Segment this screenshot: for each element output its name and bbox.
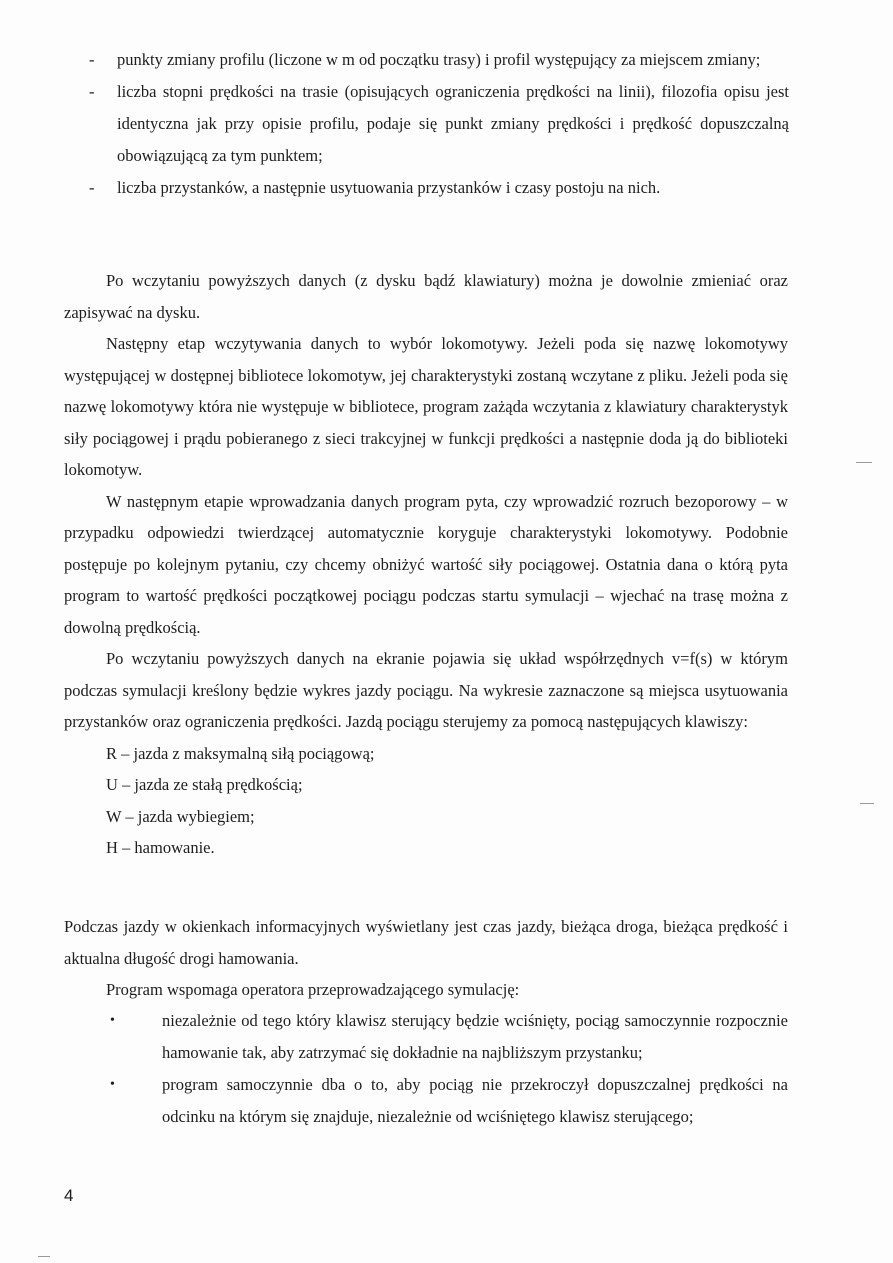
list-item <box>89 44 789 76</box>
dash-list <box>89 44 789 204</box>
page-number: 4 <box>64 1186 74 1205</box>
body-section-driving <box>64 911 788 1006</box>
list-item-text: liczba stopni prędkości na trasie (opisujących ograniczenia prędkości na linii), filozofia opisu jest identyczna jak przy opisie profilu, podaje się punkt zmiany prędkości i prędkość dopuszczalną obowiązującą za tym punktem; <box>117 82 789 165</box>
dash-marker: - <box>89 50 95 69</box>
control-key-item: W – jazda wybiegiem; <box>106 806 255 826</box>
paragraph-start-options: W następnym etapie wprowadzania danych program pyta, czy wprowadzić rozruch bezoporowy – w przypadku odpowiedzi twierdzącej automatycznie koryguje charakterystyki lokomotywy. Podobnie postępuje po kolejnym pytaniu, czy chcemy obniżyć wartość siły pociągowej. Ostatnia dana o którą pyta program to wartość prędkości początkowej pociągu podczas startu symulacji – wjechać na trasę można z dowolną prędkością. <box>64 491 788 637</box>
control-key-list <box>64 738 788 864</box>
dash-marker: - <box>89 178 95 197</box>
bullet-list <box>104 1005 788 1133</box>
list-item-text: punkty zmiany profilu (liczone w m od początku trasy) i profil występujący za miejscem zmiany; <box>117 50 761 69</box>
scan-artifact <box>856 462 872 463</box>
list-item-text: niezależnie od tego który klawisz sterujący będzie wciśnięty, pociąg samoczynnie rozpocznie hamowanie tak, aby zatrzymać się dokładnie na najbliższym przystanku; <box>162 1011 788 1062</box>
paragraph-locomotive-choice: Następny etap wczytywania danych to wybór lokomotywy. Jeżeli poda się nazwę lokomotywy występującej w dostępnej bibliotece lokomotyw, jej charakterystyki zostaną wczytane z pliku. Jeżeli poda się nazwę lokomotywy która nie występuje w bibliotece, program zażąda wczytania z klawiatury charakterystyk siły pociągowej i prądu pobieranego z sieci trakcyjnej w funkcji prędkości a następnie doda ją do biblioteki lokomotyw. <box>64 334 788 479</box>
list-item <box>89 76 789 172</box>
dash-marker: - <box>89 82 95 101</box>
paragraph-simulation-screen: Po wczytaniu powyższych danych na ekranie pojawia się układ współrzędnych v=f(s) w którym podczas symulacji kreślony będzie wykres jazdy pociągu. Na wykresie zaznaczone są miejsca usytuowania przystanków oraz ograniczenia prędkości. Jazdą pociągu sterujemy za pomocą następujących klawiszy: <box>64 649 788 731</box>
control-key-item: H – hamowanie. <box>106 838 215 857</box>
bullet-marker: • <box>110 1013 115 1028</box>
scan-artifact <box>860 803 874 804</box>
bullet-marker: • <box>110 1077 115 1092</box>
list-item-text: program samoczynnie dba o to, aby pociąg nie przekroczył dopuszczalnej prędkości na odcinku na którym się znajduje, niezależnie od wciśniętego klawisz sterującego; <box>162 1075 788 1126</box>
scan-artifact <box>38 1256 50 1257</box>
paragraph-data-edit: Po wczytaniu powyższych danych (z dysku bądź klawiatury) można je dowolnie zmieniać oraz zapisywać na dysku. <box>64 271 788 322</box>
paragraph-info-windows: Podczas jazdy w okienkach informacyjnych wyświetlany jest czas jazdy, bieżąca droga, bieżąca prędkość i aktualna długość drogi hamowania. <box>64 917 788 968</box>
paragraph-operator-support: Program wspomaga operatora przeprowadzającego symulację: <box>106 980 520 999</box>
list-item <box>104 1069 788 1132</box>
list-item-text: liczba przystanków, a następnie usytuowania przystanków i czasy postoju na nich. <box>117 178 661 197</box>
list-item <box>104 1005 788 1068</box>
control-key-item: U – jazda ze stałą prędkością; <box>106 775 303 794</box>
body-section-main <box>64 265 788 864</box>
list-item <box>89 172 789 204</box>
control-key-item: R – jazda z maksymalną siłą pociągową; <box>106 743 375 763</box>
